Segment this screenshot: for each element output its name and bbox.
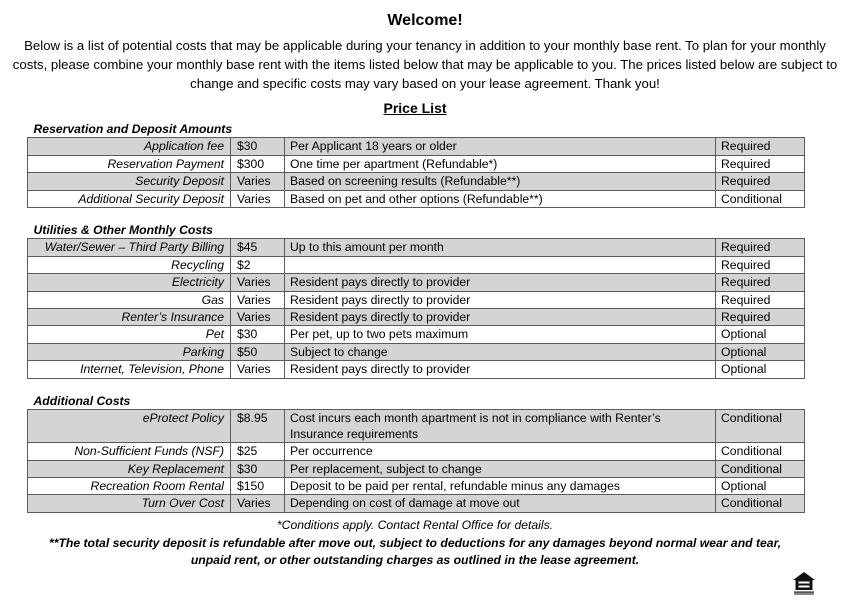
item-status: Conditional (716, 460, 805, 477)
price-table (27, 120, 805, 513)
item-description: Per pet, up to two pets maximum (285, 326, 716, 343)
footnote-conditions: *Conditions apply. Contact Rental Office for details. (276, 518, 554, 532)
item-name: Gas (28, 291, 231, 308)
item-description: Per Applicant 18 years or older (285, 138, 716, 155)
item-price: $25 (231, 443, 285, 460)
item-name: Turn Over Cost (28, 495, 231, 512)
item-status: Optional (716, 361, 805, 378)
item-description: Resident pays directly to provider (285, 309, 716, 326)
item-status: Optional (716, 343, 805, 360)
table-row (28, 460, 805, 477)
item-price: Varies (231, 173, 285, 190)
item-description: Per replacement, subject to change (285, 460, 716, 477)
item-price: Varies (231, 274, 285, 291)
item-price: Varies (231, 361, 285, 378)
item-name: Non-Sufficient Funds (NSF) (28, 443, 231, 460)
item-name: Security Deposit (28, 173, 231, 190)
table-row (28, 410, 805, 443)
table-row (28, 326, 805, 343)
item-price: $2 (231, 256, 285, 273)
table-row (28, 173, 805, 190)
table-row (28, 477, 805, 494)
table-row (28, 274, 805, 291)
item-name: Recreation Room Rental (28, 477, 231, 494)
item-description: Resident pays directly to provider (285, 274, 716, 291)
item-price: $30 (231, 326, 285, 343)
item-name: Electricity (28, 274, 231, 291)
intro-text: Below is a list of potential costs that may be applicable during your tenancy in addition to your monthly base rent. To plan for your monthly costs, please combine your monthly base rent with the items listed below that may be applicable to you. The prices listed below are subject to change and specific costs may vary based on your lease agreement. Thank you! (12, 38, 838, 91)
table-row (28, 155, 805, 172)
item-status: Conditional (716, 190, 805, 207)
item-description (285, 256, 716, 273)
item-price: Varies (231, 190, 285, 207)
item-status: Required (716, 256, 805, 273)
section-header (28, 392, 805, 410)
item-description: One time per apartment (Refundable*) (285, 155, 716, 172)
item-description: Depending on cost of damage at move out (285, 495, 716, 512)
item-name: Additional Security Deposit (28, 190, 231, 207)
item-status: Required (716, 274, 805, 291)
table-row (28, 343, 805, 360)
item-status: Conditional (716, 443, 805, 460)
equal-housing-opportunity-icon (791, 570, 817, 596)
item-name: Renter’s Insurance (28, 309, 231, 326)
item-price: $8.95 (231, 410, 285, 443)
item-description: Up to this amount per month (285, 239, 716, 256)
item-status: Optional (716, 326, 805, 343)
item-name: Internet, Television, Phone (28, 361, 231, 378)
table-row (28, 138, 805, 155)
item-status: Required (716, 309, 805, 326)
item-price: $30 (231, 460, 285, 477)
item-description: Resident pays directly to provider (285, 291, 716, 308)
item-price: $300 (231, 155, 285, 172)
table-row (28, 190, 805, 207)
page-title: Welcome! (387, 12, 463, 29)
item-price: $50 (231, 343, 285, 360)
item-price: $150 (231, 477, 285, 494)
item-name: Reservation Payment (28, 155, 231, 172)
section-spacer (28, 378, 805, 392)
item-description: Per occurrence (285, 443, 716, 460)
item-status: Required (716, 138, 805, 155)
table-row (28, 309, 805, 326)
item-description: Based on pet and other options (Refundable**) (285, 190, 716, 207)
table-row (28, 361, 805, 378)
footnote-security-deposit: **The total security deposit is refundable after move out, subject to deductions for any damages beyond normal wear and tear, unpaid rent, or other outstanding charges as outlined in the lease agreement. (48, 536, 782, 567)
price-list-title: Price List (383, 100, 447, 116)
section-spacer (28, 208, 805, 222)
item-name: Key Replacement (28, 460, 231, 477)
item-status: Required (716, 291, 805, 308)
table-row (28, 443, 805, 460)
item-name: Water/Sewer – Third Party Billing (28, 239, 231, 256)
table-row (28, 291, 805, 308)
item-description: Based on screening results (Refundable**) (285, 173, 716, 190)
section-heading: Additional Costs (33, 393, 131, 408)
item-name: Parking (28, 343, 231, 360)
item-status: Optional (716, 477, 805, 494)
table-row (28, 495, 805, 512)
item-status: Required (716, 155, 805, 172)
item-name: Application fee (28, 138, 231, 155)
item-status: Required (716, 173, 805, 190)
table-row (28, 256, 805, 273)
item-name: Pet (28, 326, 231, 343)
item-description: Resident pays directly to provider (285, 361, 716, 378)
section-header (28, 221, 805, 239)
item-price: Varies (231, 291, 285, 308)
section-header (28, 120, 805, 138)
item-name: eProtect Policy (28, 410, 231, 443)
item-description: Cost incurs each month apartment is not in compliance with Renter’s Insurance requirements (285, 410, 716, 443)
table-row (28, 239, 805, 256)
item-status: Conditional (716, 410, 805, 443)
item-name: Recycling (28, 256, 231, 273)
item-price: Varies (231, 309, 285, 326)
item-description: Subject to change (285, 343, 716, 360)
item-price: $45 (231, 239, 285, 256)
section-heading: Utilities & Other Monthly Costs (33, 223, 213, 238)
item-status: Conditional (716, 495, 805, 512)
item-price: $30 (231, 138, 285, 155)
item-status: Required (716, 239, 805, 256)
section-heading: Reservation and Deposit Amounts (33, 122, 233, 136)
item-price: Varies (231, 495, 285, 512)
item-description: Deposit to be paid per rental, refundable minus any damages (285, 477, 716, 494)
